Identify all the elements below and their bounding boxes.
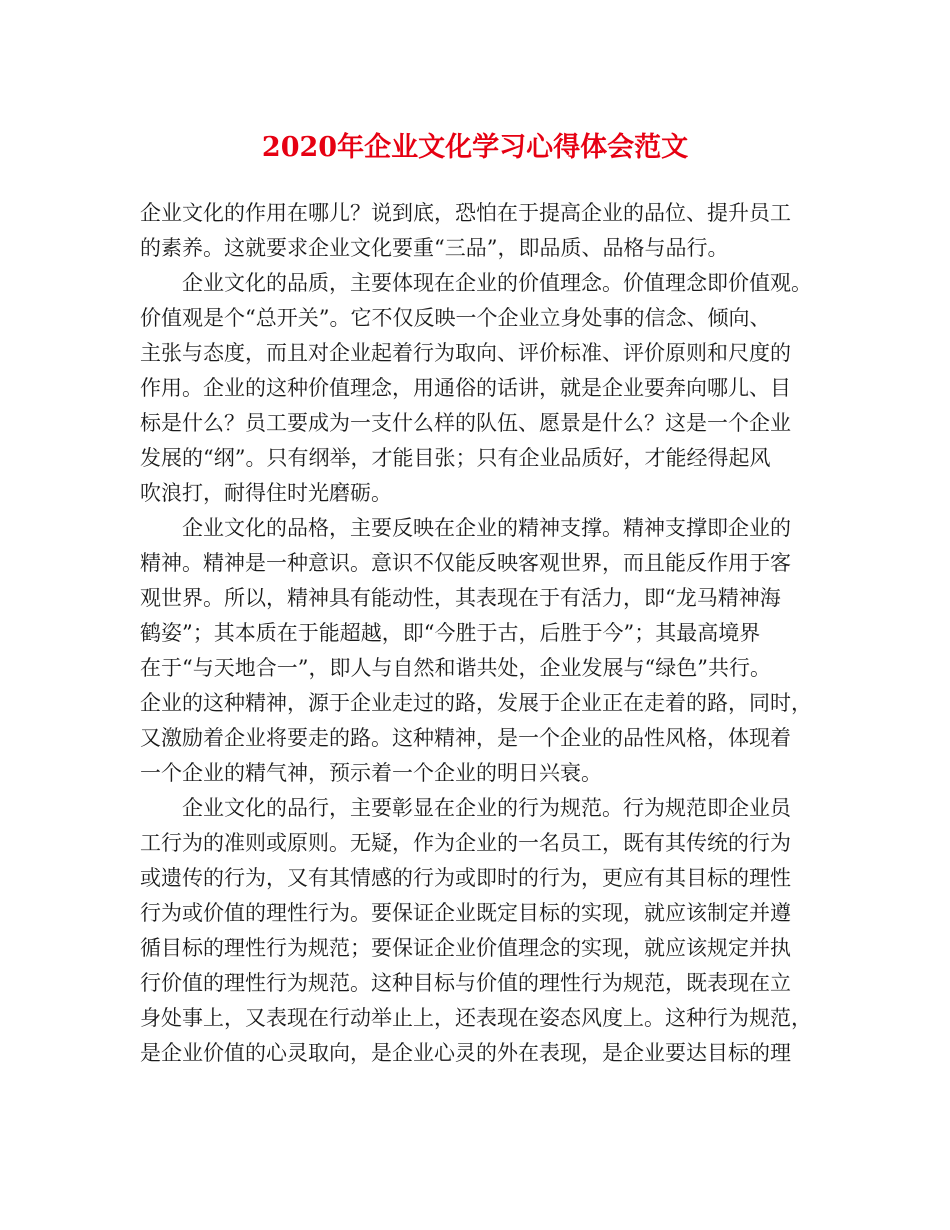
paragraph-line: 身处事上，又表现在行动举止上，还表现在姿态风度上。这种行为规范， — [140, 1006, 812, 1030]
paragraph-3 — [140, 511, 816, 791]
paragraph-line: 观世界。所以，精神具有能动性，其表现在于有活力，即“龙马精神海 — [140, 586, 781, 610]
paragraph-line: 精神。精神是一种意识。意识不仅能反映客观世界，而且能反作用于客 — [140, 551, 791, 575]
paragraph-line: 的素养。这就要求企业文化要重“三品”，即品质、品格与品行。 — [140, 236, 729, 260]
paragraph-line: 在于“与天地合一”，即人与自然和谐共处，企业发展与“绿色”共行。 — [140, 656, 771, 680]
paragraph-line: 一个企业的精气神，预示着一个企业的明日兴衰。 — [140, 761, 602, 785]
paragraph-line: 标是什么？员工要成为一支什么样的队伍、愿景是什么？这是一个企业 — [140, 411, 791, 435]
paragraph-line: 企业文化的品行，主要彰显在企业的行为规范。行为规范即企业员 — [182, 796, 791, 820]
paragraph-line: 行为或价值的理性行为。要保证企业既定目标的实现，就应该制定并遵 — [140, 901, 791, 925]
paragraph-line: 价值观是个“总开关”。它不仅反映一个企业立身处事的信念、倾向、 — [140, 306, 771, 330]
paragraph-line: 工行为的准则或原则。无疑，作为企业的一名员工，既有其传统的行为 — [140, 831, 791, 855]
paragraph-line: 作用。企业的这种价值理念，用通俗的话讲，就是企业要奔向哪儿、目 — [140, 376, 791, 400]
paragraph-line: 鹤姿”；其本质在于能超越，即“今胜于古，后胜于今”；其最高境界 — [140, 621, 761, 645]
paragraph-line: 行价值的理性行为规范。这种目标与价值的理性行为规范，既表现在立 — [140, 971, 791, 995]
paragraph-line: 企业文化的品格，主要反映在企业的精神支撑。精神支撑即企业的 — [182, 516, 791, 540]
paragraph-line: 或遗传的行为，又有其情感的行为或即时的行为，更应有其目标的理性 — [140, 866, 791, 890]
document-title: 2020年企业文化学习心得体会范文 — [261, 132, 689, 163]
paragraph-line: 主张与态度，而且对企业起着行为取向、评价标准、评价原则和尺度的 — [140, 341, 791, 365]
paragraph-line: 是企业价值的心灵取向，是企业心灵的外在表现，是企业要达目标的理 — [140, 1041, 791, 1065]
paragraph-2 — [140, 266, 816, 511]
paragraph-line: 企业文化的品质，主要体现在企业的价值理念。价值理念即价值观。 — [182, 271, 812, 295]
paragraph-line: 循目标的理性行为规范；要保证企业价值理念的实现，就应该规定并执 — [140, 936, 791, 960]
paragraph-line: 又激励着企业将要走的路。这种精神，是一个企业的品性风格，体现着 — [140, 726, 791, 750]
paragraph-1 — [140, 196, 816, 266]
paragraph-line: 企业的这种精神，源于企业走过的路，发展于企业正在走着的路，同时， — [140, 691, 812, 715]
paragraph-4 — [140, 791, 816, 1071]
paragraph-line: 吹浪打，耐得住时光磨砺。 — [140, 481, 392, 505]
document-body — [140, 196, 816, 1071]
paragraph-line: 发展的“纲”。只有纲举，才能目张；只有企业品质好，才能经得起风 — [140, 446, 771, 470]
paragraph-line: 企业文化的作用在哪儿？说到底，恐怕在于提高企业的品位、提升员工 — [140, 201, 791, 225]
